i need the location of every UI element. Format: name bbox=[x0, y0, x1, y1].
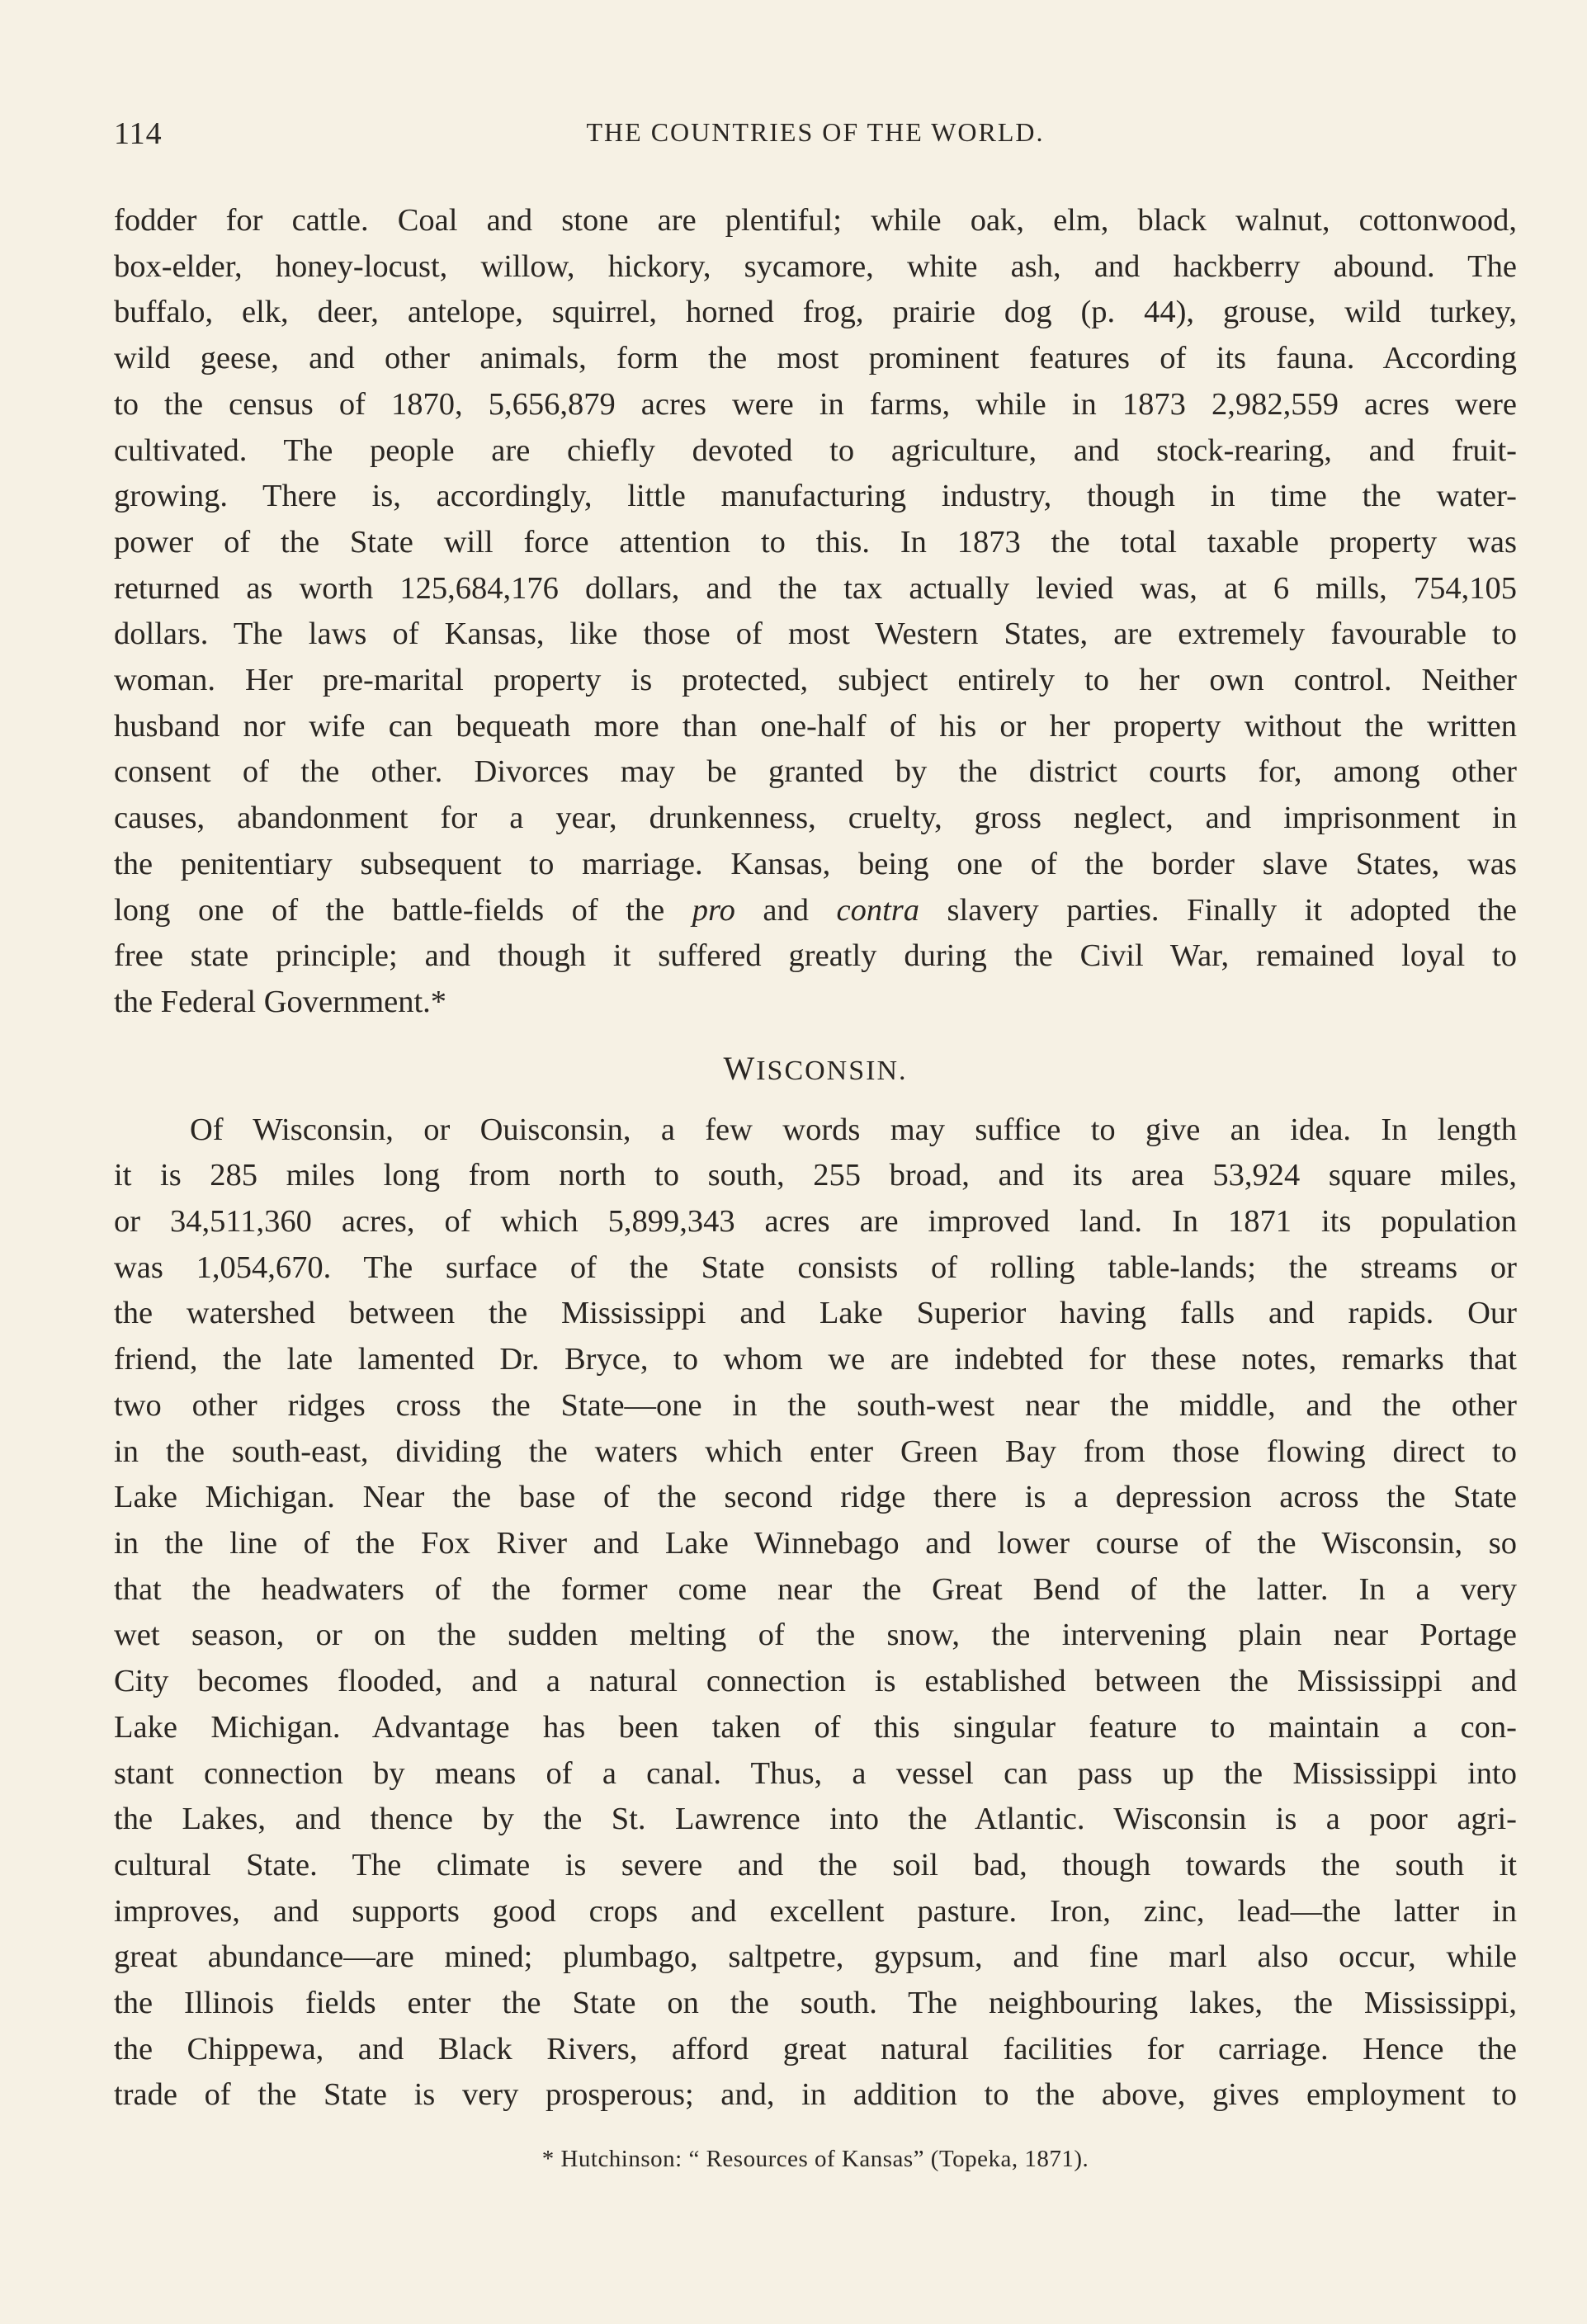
text-line: buffalo, elk, deer, antelope, squirrel, horned frog, prairie dog (p. 44), grouse, wild turkey, bbox=[114, 295, 1517, 330]
text-line: two other ridges cross the State—one in the south-west near the middle, and the other bbox=[114, 1387, 1517, 1423]
text-line: returned as worth 125,684,176 dollars, and the tax actually levied was, at 6 mills, 754,105 bbox=[114, 570, 1517, 606]
text-line: stant connection by means of a canal. Thus, a vessel can pass up the Mississippi into bbox=[114, 1755, 1517, 1791]
text-line: the Illinois fields enter the State on the south. The neighbouring lakes, the Mississippi, bbox=[114, 1986, 1517, 2021]
body-text bbox=[114, 198, 1517, 2119]
paragraph-wisconsin bbox=[114, 1108, 1517, 2119]
text-fragment: and bbox=[734, 892, 837, 928]
text-line: husband nor wife can bequeath more than one-half of his or her property without the written bbox=[114, 708, 1517, 744]
text-line: the Federal Government.* bbox=[114, 984, 447, 1019]
page-number: 114 bbox=[114, 116, 163, 151]
text-line: was 1,054,670. The surface of the State consists of rolling table-lands; the streams or bbox=[114, 1249, 1517, 1285]
text-line: fodder for cattle. Coal and stone are plentiful; while oak, elm, black walnut, cottonwood, bbox=[114, 203, 1517, 238]
running-head: THE COUNTRIES OF THE WORLD. bbox=[586, 117, 1045, 147]
text-line: the penitentiary subsequent to marriage. Kansas, being one of the border slave States, was bbox=[114, 846, 1517, 881]
text-line: friend, the late lamented Dr. Bryce, to whom we are indebted for these notes, remarks that bbox=[114, 1342, 1517, 1377]
paragraph-kansas bbox=[114, 198, 1517, 1026]
italic-term-pro: pro bbox=[692, 892, 735, 928]
text-line: great abundance—are mined; plumbago, saltpetre, gypsum, and fine marl also occur, while bbox=[114, 1939, 1517, 1975]
text-line: or 34,511,360 acres, of which 5,899,343 acres are improved land. In 1871 its population bbox=[114, 1204, 1517, 1240]
text-line: dollars. The laws of Kansas, like those of most Western States, are extremely favourable to bbox=[114, 616, 1517, 652]
text-line bbox=[114, 888, 1517, 934]
text-line: wet season, or on the sudden melting of the snow, the intervening plain near Portage bbox=[114, 1618, 1517, 1653]
text-line: consent of the other. Divorces may be granted by the district courts for, among other bbox=[114, 754, 1517, 790]
text-line: the watershed between the Mississippi and Lake Superior having falls and rapids. Our bbox=[114, 1296, 1517, 1331]
text-fragment: slavery parties. Finally it adopted the bbox=[919, 892, 1517, 928]
text-line: trade of the State is very prosperous; and, in addition to the above, gives employment to bbox=[114, 2077, 1517, 2113]
text-line: power of the State will force attention to this. In 1873 the total taxable property was bbox=[114, 524, 1517, 560]
text-line: in the line of the Fox River and Lake Winnebago and lower course of the Wisconsin, so bbox=[114, 1525, 1517, 1561]
text-line: free state principle; and though it suffered greatly during the Civil War, remained loyal to bbox=[114, 938, 1517, 974]
text-line: cultural State. The climate is severe and the soil bad, though towards the south it bbox=[114, 1847, 1517, 1882]
text-line: woman. Her pre-marital property is protected, subject entirely to her own control. Neither bbox=[114, 663, 1517, 698]
text-line: that the headwaters of the former come near the Great Bend of the latter. In a very bbox=[114, 1571, 1517, 1607]
text-line: Lake Michigan. Near the base of the second ridge there is a depression across the State bbox=[114, 1480, 1517, 1515]
text-line: to the census of 1870, 5,656,879 acres were in farms, while in 1873 2,982,559 acres were bbox=[114, 386, 1517, 422]
text-line: box-elder, honey-locust, willow, hickory, sycamore, white ash, and hackberry abound. The bbox=[114, 248, 1517, 284]
text-line: City becomes flooded, and a natural connection is established between the Mississippi and bbox=[114, 1664, 1517, 1699]
footnote: * Hutchinson: “ Resources of Kansas” (Topeka, 1871). bbox=[541, 2146, 1089, 2172]
text-line: improves, and supports good crops and excellent pasture. Iron, zinc, lead—the latter in bbox=[114, 1893, 1517, 1929]
italic-term-contra: contra bbox=[836, 892, 920, 928]
text-line: in the south-east, dividing the waters which enter Green Bay from those flowing direct to bbox=[114, 1434, 1517, 1469]
heading-rest: ISCONSIN. bbox=[756, 1055, 908, 1086]
text-line: the Lakes, and thence by the St. Lawrence into the Atlantic. Wisconsin is a poor agri- bbox=[114, 1802, 1517, 1837]
text-fragment: long one of the battle-fields of the bbox=[114, 892, 692, 928]
heading-initial: W bbox=[723, 1049, 757, 1087]
text-line: it is 285 miles long from north to south, 255 broad, and its area 53,924 square miles, bbox=[114, 1158, 1517, 1193]
text-line: Of Wisconsin, or Ouisconsin, a few words may suffice to give an idea. In length bbox=[190, 1112, 1517, 1147]
text-line: causes, abandonment for a year, drunkenness, cruelty, gross neglect, and imprisonment in bbox=[114, 801, 1517, 836]
text-line: cultivated. The people are chiefly devoted to agriculture, and stock-rearing, and fruit- bbox=[114, 432, 1517, 468]
text-line: Lake Michigan. Advantage has been taken of this singular feature to maintain a con- bbox=[114, 1709, 1517, 1745]
page-header bbox=[114, 116, 1517, 157]
text-line: the Chippewa, and Black Rivers, afford great natural facilities for carriage. Hence the bbox=[114, 2031, 1517, 2067]
text-line: growing. There is, accordingly, little manufacturing industry, though in time the water- bbox=[114, 479, 1517, 514]
section-heading-wisconsin bbox=[114, 1044, 1517, 1096]
text-line: wild geese, and other animals, form the most prominent features of its fauna. According bbox=[114, 341, 1517, 376]
